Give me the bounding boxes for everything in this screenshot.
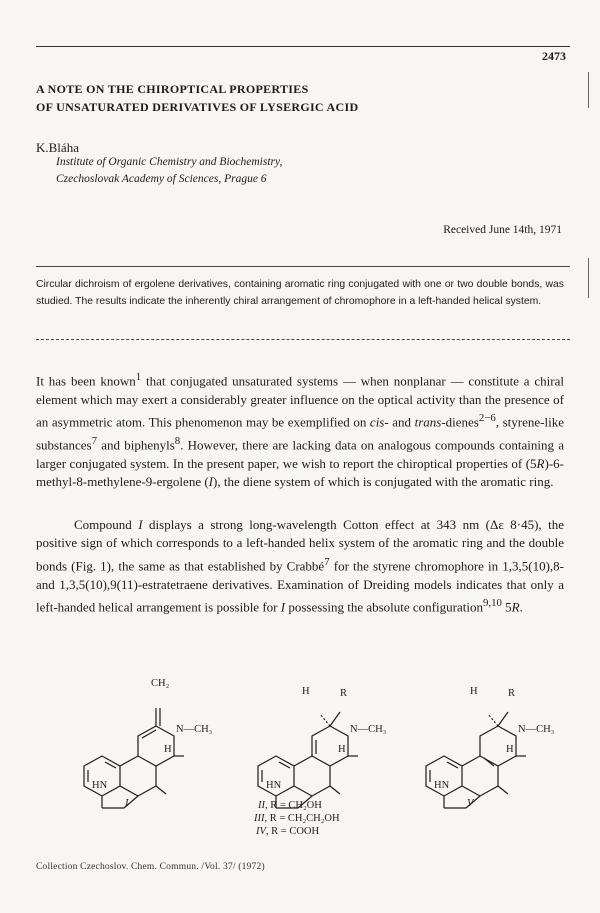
citation: 1 (135, 371, 142, 383)
atom-label: N—CH₃ (176, 724, 213, 735)
structure-i (84, 708, 184, 808)
compound-label-i: I (125, 798, 129, 809)
citation: 7 (324, 555, 330, 568)
atom-label: H (338, 744, 346, 755)
atom-label: H (506, 744, 514, 755)
margin-mark (588, 72, 589, 108)
citation: 9,10 (482, 596, 502, 609)
atom-label: H (164, 744, 172, 755)
compound-label-v: V (467, 798, 474, 809)
page-number: 2473 (542, 49, 566, 63)
header-rule (36, 46, 570, 47)
article-title (36, 80, 358, 116)
atom-label: N—CH₃ (350, 724, 387, 735)
atom-label: R (508, 688, 516, 699)
author-name: K.Bláha (36, 140, 79, 155)
received-date: Received June 14th, 1971 (443, 224, 562, 236)
margin-mark (588, 258, 589, 298)
legend-line: III, R = CH₂CH₂OH (254, 813, 340, 824)
legend-line: II, R = CH₂OH (258, 800, 322, 811)
atom-label: N—CH₃ (518, 724, 555, 735)
atom-label: HN (434, 780, 450, 791)
citation: 2−6 (478, 412, 496, 425)
abstract: Circular dichroism of ergolene derivatives, containing aromatic ring conjugated with one or two double bonds, was studied. The results indicate the inherently chiral arrangement of chromophore in a left-handed helical system. (36, 279, 564, 307)
atom-label: HN (266, 780, 282, 791)
atom-label: H (302, 686, 310, 697)
title-line: OF UNSATURATED DERIVATIVES OF LYSERGIC ACID (36, 100, 359, 114)
affiliation-line: Czechoslovak Academy of Sciences, Prague 6 (56, 173, 267, 185)
citation: 8 (174, 434, 181, 447)
title-line: A NOTE ON THE CHIROPTICAL PROPERTIES (36, 82, 309, 96)
atom-label: HN (92, 780, 108, 791)
body-paragraph-2: Compound I displays a strong long-wavelength Cotton effect at 343 nm (Δε 8·45), the positive sign of which corresponds to a left-handed helix system of the aromatic ring and the double bonds (Fig. 1), the same as that established by Crabbé$^7$ for the styrene chromophore in 1,3,5(10),8- and 1,3,5(10),9(11)-estratetraene derivatives. Examination of Dreiding models indicates that only a left-handed helical arrangement is possible for I possessing the absolute configuration$^{9,10}$ 5R. (36, 517, 564, 615)
structure-figure (0, 660, 600, 850)
abstract-rule-top (36, 266, 570, 267)
structure-v (426, 712, 526, 808)
legend-line: IV, R = COOH (256, 826, 320, 837)
abstract-rule-bottom (36, 339, 570, 340)
atom-label: CH₂ (151, 678, 170, 689)
journal-footer: Collection Czechoslov. Chem. Commun. /Vol. 37/ (1972) (36, 862, 265, 872)
affiliation (56, 154, 282, 188)
affiliation-line: Institute of Organic Chemistry and Biochemistry, (56, 156, 283, 168)
atom-label: H (470, 686, 478, 697)
citation: 7 (91, 434, 98, 447)
structure-ii-iv (258, 712, 358, 808)
atom-label: R (340, 688, 348, 699)
body-paragraph-1: It has been known$^1$ that conjugated unsaturated systems — when nonplanar — constitute a chiral element which may exert a considerably greater influence on the optical activity than the presence of an asymmetric atom. This phenomenon may be exemplified on cis- and trans-dienes$^{2-6}$, styrene-like substances$^7$ and biphenyls$^8$. However, there are lacking data on analogous compounds containing a larger conjugated system. In the present paper, we wish to report the chiroptical properties of (5R)-6-methyl-8-methylene-9-ergolene (I), the diene system of which is conjugated with the aromatic ring. (36, 371, 565, 490)
